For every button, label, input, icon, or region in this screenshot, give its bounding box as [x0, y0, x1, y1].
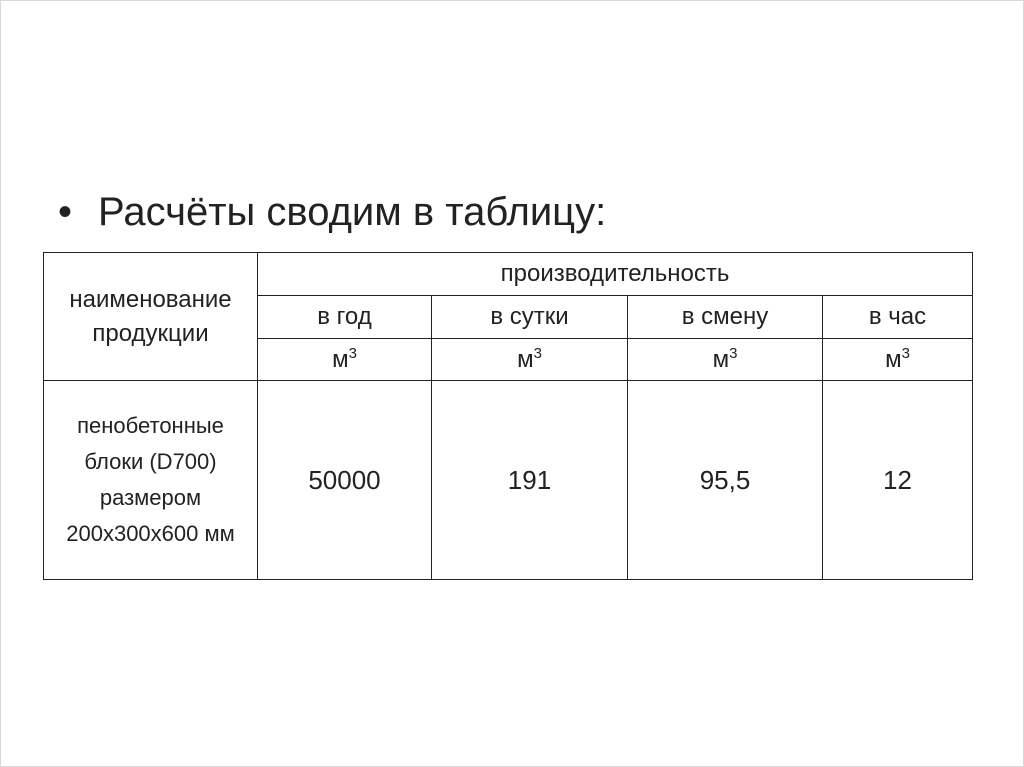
unit-hour — [823, 339, 973, 381]
productivity-header: производительность — [258, 253, 973, 296]
value-day: 191 — [432, 381, 628, 580]
bullet-point — [58, 188, 606, 236]
product-name-cell: пенобетонные блоки (D700) размером 200х300х600 мм — [44, 381, 258, 580]
product-name-header: наименование продукции — [44, 253, 258, 381]
col-header-year: в год — [258, 296, 432, 339]
unit-exponent: 3 — [533, 344, 542, 362]
unit-exponent: 3 — [348, 344, 357, 362]
col-header-shift: в смену — [628, 296, 823, 339]
unit-shift — [628, 339, 823, 381]
unit-base: м — [332, 345, 349, 373]
col-header-day: в сутки — [432, 296, 628, 339]
unit-day — [432, 339, 628, 381]
unit-base: м — [517, 345, 534, 373]
value-shift: 95,5 — [628, 381, 823, 580]
value-hour: 12 — [823, 381, 973, 580]
table-header-row — [44, 253, 973, 296]
bullet-text: Расчёты сводим в таблицу: — [98, 190, 607, 234]
unit-base: м — [885, 345, 902, 373]
bullet-icon: • — [58, 190, 73, 234]
unit-base: м — [712, 345, 730, 373]
productivity-table — [43, 252, 973, 580]
col-header-hour: в час — [823, 296, 973, 339]
unit-exponent: 3 — [729, 344, 738, 362]
unit-exponent: 3 — [901, 344, 910, 362]
table-row — [44, 381, 973, 580]
unit-year — [258, 339, 432, 381]
value-year: 50000 — [258, 381, 432, 580]
